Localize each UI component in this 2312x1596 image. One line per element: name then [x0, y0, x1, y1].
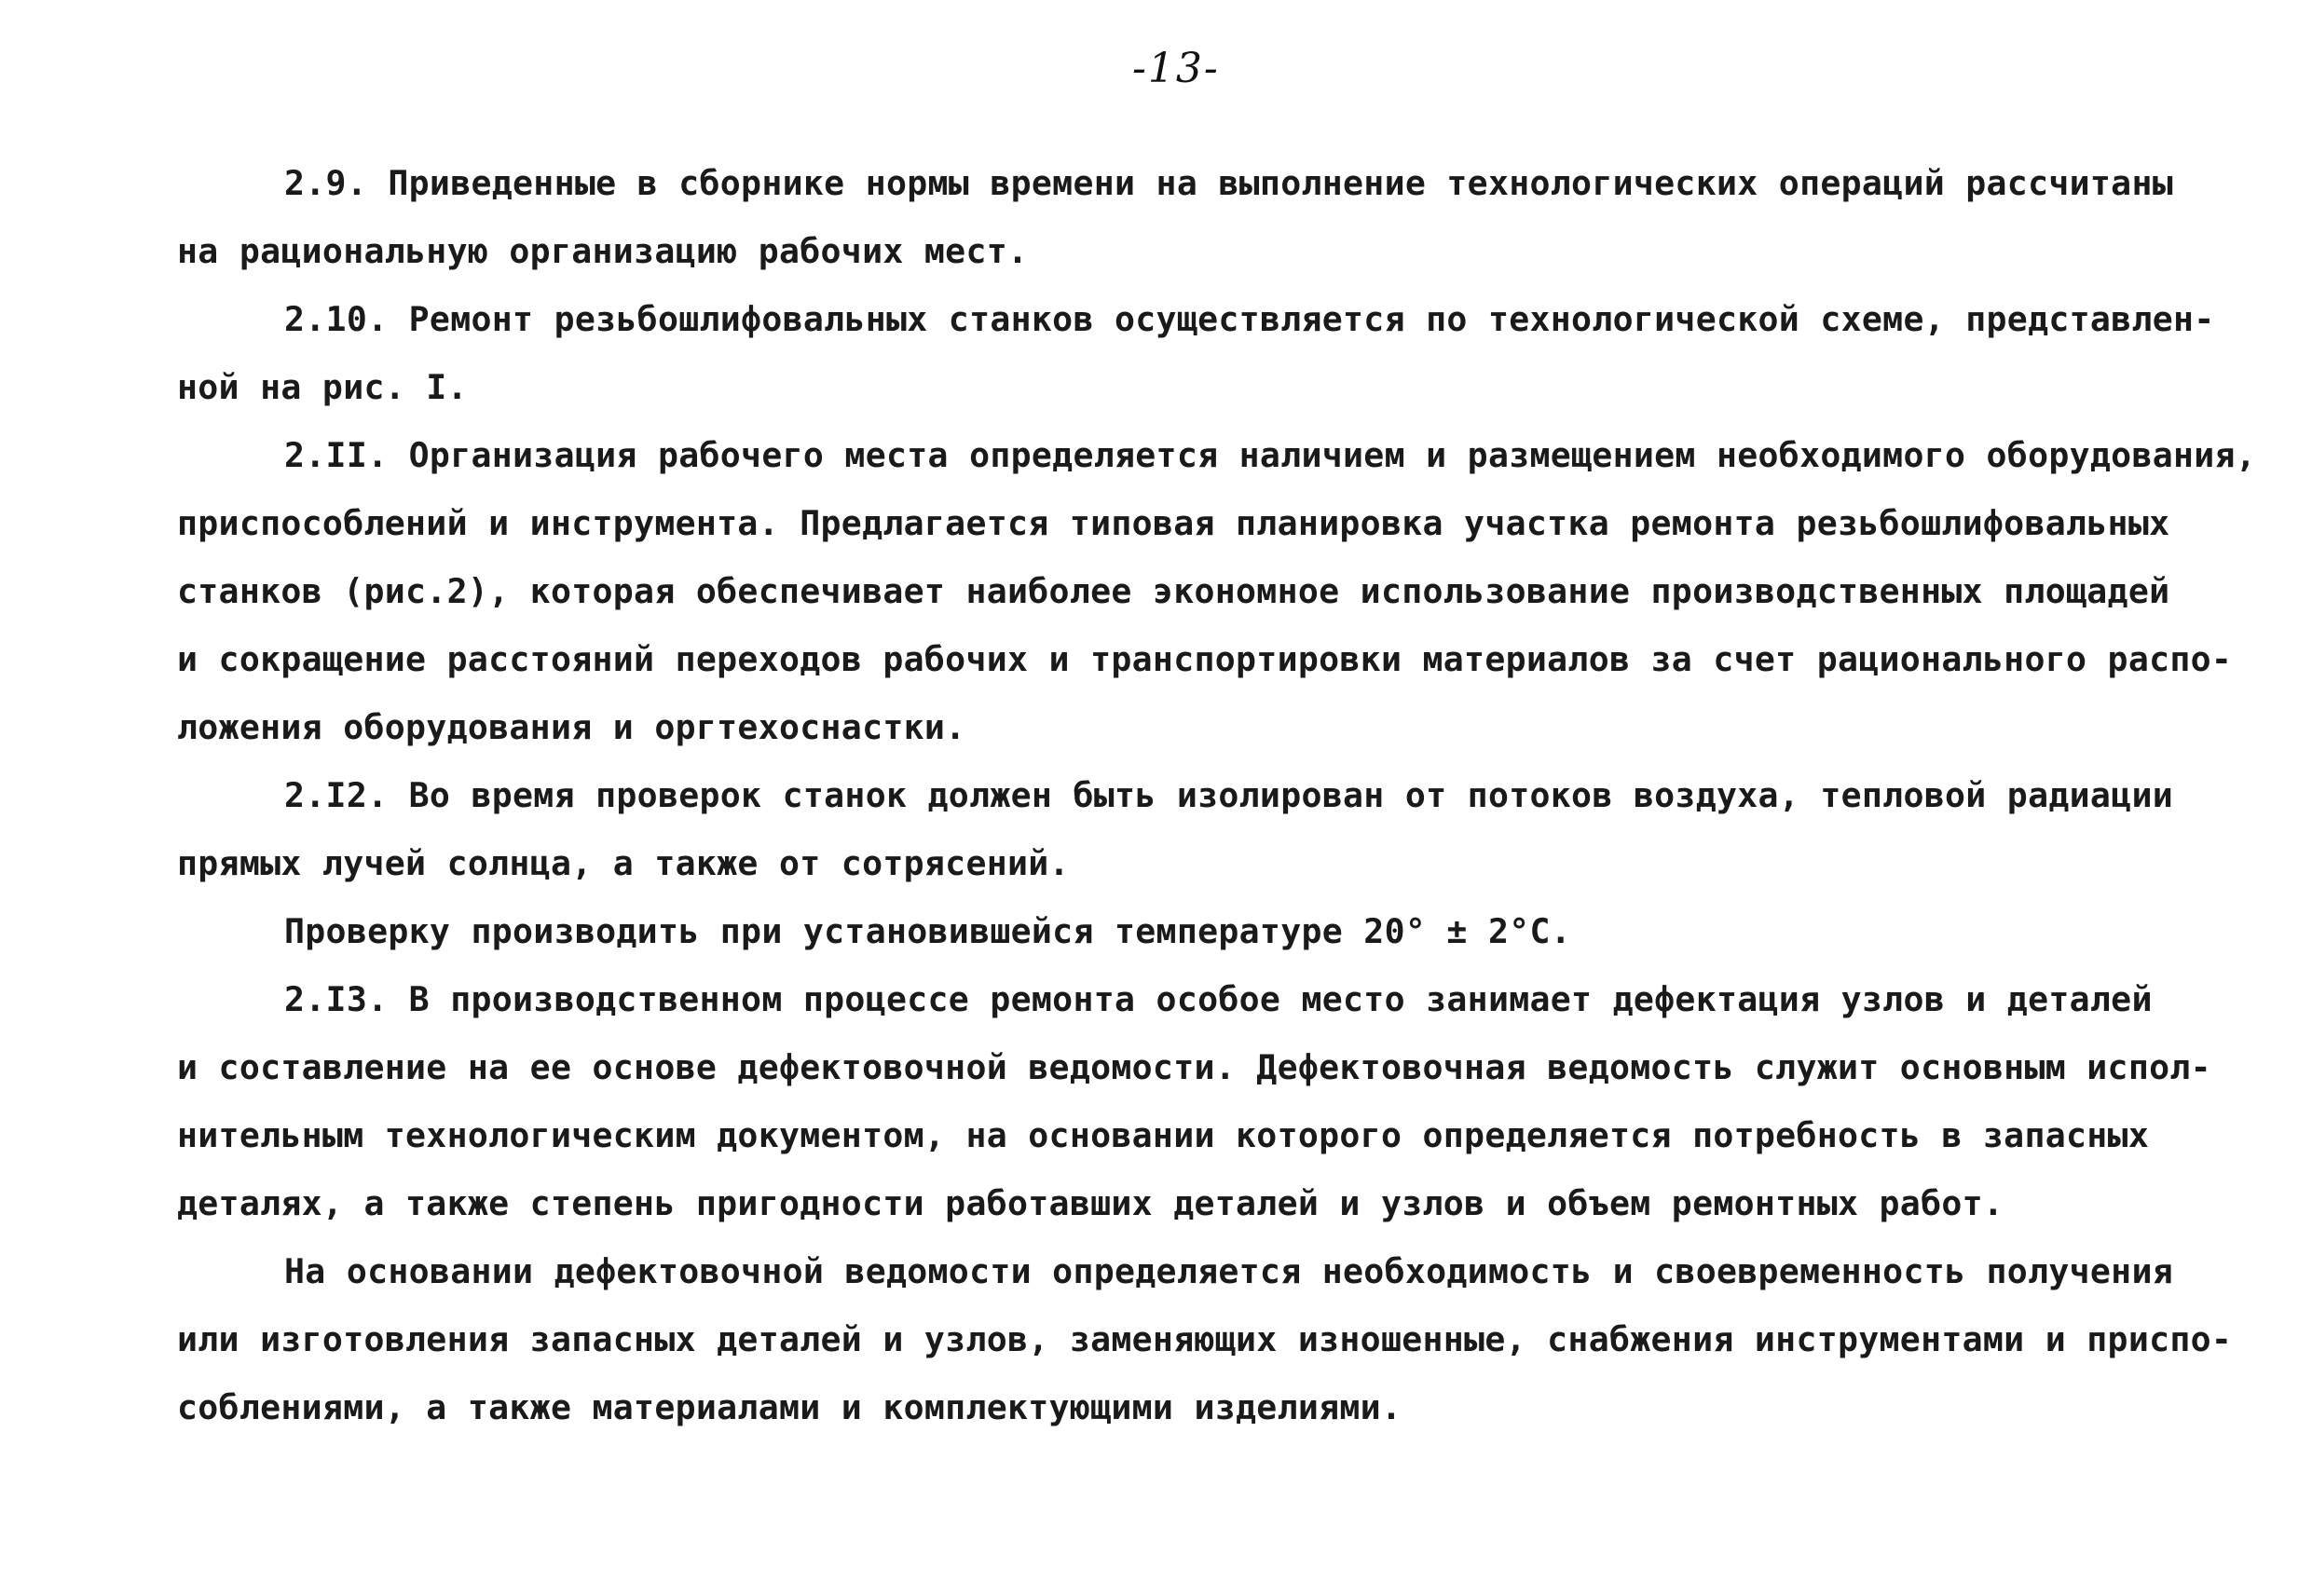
- text-line: или изготовления запасных деталей и узлов, заменяющих изношенные, снабжения инструментами и приспо-: [177, 1319, 2233, 1359]
- text-line: ной на рис. I.: [177, 367, 468, 407]
- text-line: соблениями, а также материалами и комплектующими изделиями.: [177, 1387, 1402, 1427]
- paragraph-2-12: [177, 761, 2190, 897]
- text-line: На основании дефектовочной ведомости определяется необходимость и своевременность получения: [284, 1251, 2174, 1291]
- paragraph-temperature: [177, 897, 2190, 965]
- text-line: 2.I3. В производственном процессе ремонта особое место занимает дефектация узлов и деталей: [284, 979, 2153, 1019]
- text-line: 2.I2. Во время проверок станок должен быть изолирован от потоков воздуха, тепловой радиации: [284, 775, 2174, 815]
- page-number: -13-: [1132, 45, 1220, 92]
- text-line: прямых лучей солнца, а также от сотрясений.: [177, 843, 1070, 883]
- paragraph-2-13: [177, 965, 2211, 1237]
- text-line: на рациональную организацию рабочих мест.: [177, 231, 1029, 271]
- paragraph-2-9: [177, 149, 2190, 285]
- text-line: нительным технологическим документом, на основании которого определяется потребность в запасных: [177, 1115, 2150, 1155]
- paragraph-2-10: [177, 285, 2215, 421]
- text-line: и сокращение расстояний переходов рабочих и транспортировки материалов за счет рационального распо-: [177, 639, 2233, 679]
- text-line: приспособлений и инструмента. Предлагается типовая планировка участка ремонта резьбошлифовальных: [177, 503, 2170, 543]
- text-line: и составление на ее основе дефектовочной ведомости. Дефектовочная ведомость служит основным испол-: [177, 1047, 2211, 1087]
- text-line: ложения оборудования и оргтехоснастки.: [177, 707, 966, 747]
- document-body: [177, 149, 2257, 1441]
- paragraph-2-11: [177, 421, 2257, 761]
- text-line: 2.II. Организация рабочего места определяется наличием и размещением необходимого оборудования,: [284, 435, 2257, 475]
- text-line: станков (рис.2), которая обеспечивает наиболее экономное использование производственных площадей: [177, 571, 2170, 611]
- text-line: 2.9. Приведенные в сборнике нормы времени на выполнение технологических операций рассчитаны: [284, 163, 2174, 203]
- text-line: 2.10. Ремонт резьбошлифовальных станков осуществляется по технологической схеме, представлен-: [284, 299, 2215, 339]
- paragraph-2-13-continued: [177, 1237, 2233, 1441]
- text-line: деталях, а также степень пригодности работавших деталей и узлов и объем ремонтных работ.: [177, 1183, 2004, 1223]
- text-line: Проверку производить при установившейся температуре 20° ± 2°С.: [284, 911, 1572, 951]
